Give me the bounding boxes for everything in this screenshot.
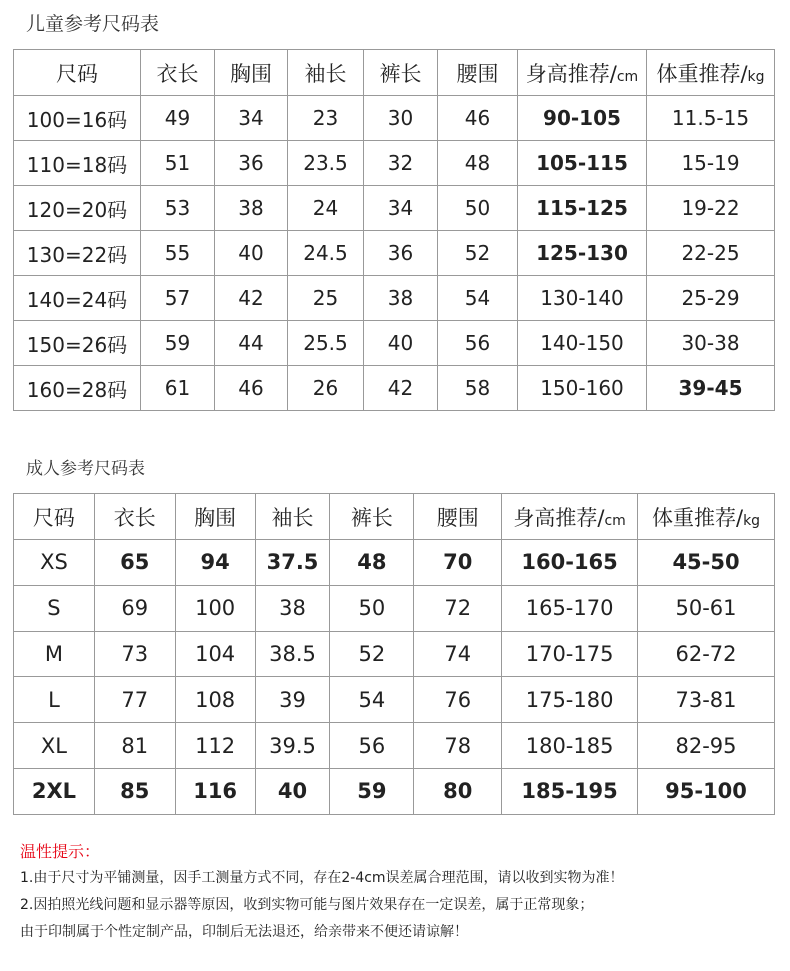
table-row: [14, 768, 775, 814]
table-cell: 23: [288, 96, 364, 141]
table-cell: XL: [14, 723, 95, 769]
table-cell: 26: [288, 366, 364, 411]
header-label: 尺码: [56, 61, 98, 86]
table-cell: 52: [438, 231, 518, 276]
table-cell: 81: [94, 723, 175, 769]
table-cell: 130=22码: [14, 231, 141, 276]
header-label: 衣长: [156, 61, 199, 86]
table-cell: 130-140: [518, 276, 647, 321]
table-cell: 82-95: [638, 723, 775, 769]
table-row: [14, 540, 775, 586]
table-cell: 94: [175, 540, 255, 586]
table-cell: 54: [438, 276, 518, 321]
table-row: [14, 141, 775, 186]
table-cell: 73: [94, 631, 175, 677]
table-cell: 30-38: [647, 321, 775, 366]
table-cell: 40: [364, 321, 438, 366]
table-cell: 53: [141, 186, 215, 231]
header-label: 腰围: [436, 505, 479, 530]
table-row: [14, 631, 775, 677]
table-cell: 32: [364, 141, 438, 186]
table-cell: 55: [141, 231, 215, 276]
table-cell: 140-150: [518, 321, 647, 366]
kids-size-chart-title: 儿童参考尺码表: [26, 13, 160, 35]
table-cell: 59: [141, 321, 215, 366]
table-cell: 25.5: [288, 321, 364, 366]
table-cell: 45-50: [638, 540, 775, 586]
header-label: 袖长: [304, 61, 347, 86]
table-cell: 25-29: [647, 276, 775, 321]
table-cell: 51: [141, 141, 215, 186]
table-cell: 39.5: [255, 723, 330, 769]
table-cell: 23.5: [288, 141, 364, 186]
header-label: 胸围: [194, 505, 237, 530]
table-cell: 80: [414, 768, 502, 814]
table-cell: XS: [14, 540, 95, 586]
table-row: [14, 366, 775, 411]
header-cell: [215, 50, 288, 96]
table-cell: 58: [438, 366, 518, 411]
table-cell: 40: [255, 768, 330, 814]
header-cell: [438, 50, 518, 96]
table-cell: 95-100: [638, 768, 775, 814]
table-cell: 185-195: [502, 768, 638, 814]
table-cell: 25: [288, 276, 364, 321]
tips-section: [20, 838, 624, 946]
header-label: 袖长: [271, 505, 314, 530]
header-cell: [414, 494, 502, 540]
table-cell: S: [14, 585, 95, 631]
header-label: 体重推荐/: [651, 505, 744, 530]
table-row: [14, 231, 775, 276]
tip-line-1: 1.由于尺寸为平铺测量，因手工测量方式不同，存在2-4cm误差属合理范围，请以收到实物为准！: [20, 870, 624, 886]
header-label: 尺码: [32, 505, 75, 530]
table-cell: 24: [288, 186, 364, 231]
table-cell: 15-19: [647, 141, 775, 186]
table-cell: 24.5: [288, 231, 364, 276]
header-cell: [518, 50, 647, 96]
table-cell: 170-175: [502, 631, 638, 677]
table-row: [14, 186, 775, 231]
header-label: 身高推荐/: [513, 505, 605, 530]
table-cell: 36: [364, 231, 438, 276]
table-cell: 85: [94, 768, 175, 814]
table-cell: 56: [438, 321, 518, 366]
table-cell: 30: [364, 96, 438, 141]
table-cell: 19-22: [647, 186, 775, 231]
table-cell: 49: [141, 96, 215, 141]
table-cell: 42: [215, 276, 288, 321]
header-cell: [288, 50, 364, 96]
table-cell: 39: [255, 677, 330, 723]
kids-size-table: [13, 49, 775, 411]
header-cell: [647, 50, 775, 96]
table-cell: 125-130: [518, 231, 647, 276]
table-cell: 44: [215, 321, 288, 366]
table-cell: 2XL: [14, 768, 95, 814]
table-cell: 110=18码: [14, 141, 141, 186]
table-header-row: [14, 494, 775, 540]
table-row: [14, 96, 775, 141]
table-cell: 140=24码: [14, 276, 141, 321]
table-cell: 160=28码: [14, 366, 141, 411]
table-row: [14, 321, 775, 366]
table-cell: 11.5-15: [647, 96, 775, 141]
table-cell: 105-115: [518, 141, 647, 186]
weight-unit: kg: [743, 512, 761, 529]
table-cell: 56: [330, 723, 414, 769]
table-cell: 39-45: [647, 366, 775, 411]
header-cell: [255, 494, 330, 540]
table-cell: 77: [94, 677, 175, 723]
table-cell: L: [14, 677, 95, 723]
weight-unit: kg: [747, 68, 765, 85]
table-cell: 46: [438, 96, 518, 141]
table-cell: 34: [215, 96, 288, 141]
table-cell: 76: [414, 677, 502, 723]
table-cell: 22-25: [647, 231, 775, 276]
header-label: 体重推荐/: [656, 61, 748, 86]
table-cell: 108: [175, 677, 255, 723]
table-cell: 62-72: [638, 631, 775, 677]
header-label: 腰围: [456, 61, 499, 86]
table-cell: 38: [255, 585, 330, 631]
table-cell: 69: [94, 585, 175, 631]
table-cell: 38.5: [255, 631, 330, 677]
table-cell: 38: [215, 186, 288, 231]
header-cell: [175, 494, 255, 540]
header-cell: [14, 50, 141, 96]
table-cell: 175-180: [502, 677, 638, 723]
table-cell: 61: [141, 366, 215, 411]
table-header-row: [14, 50, 775, 96]
header-cell: [14, 494, 95, 540]
table-cell: 40: [215, 231, 288, 276]
tip-line-3: 由于印制属于个性定制产品，印制后无法退还，给亲带来不便还请谅解！: [20, 924, 468, 940]
table-cell: 74: [414, 631, 502, 677]
header-cell: [502, 494, 638, 540]
table-cell: 50: [438, 186, 518, 231]
table-cell: 90-105: [518, 96, 647, 141]
height-unit: cm: [604, 512, 626, 529]
header-cell: [94, 494, 175, 540]
table-row: [14, 677, 775, 723]
table-cell: 104: [175, 631, 255, 677]
table-cell: 50-61: [638, 585, 775, 631]
table-cell: 120=20码: [14, 186, 141, 231]
table-cell: 100=16码: [14, 96, 141, 141]
tip-line-2: 2.因拍照光线问题和显示器等原因，收到实物可能与图片效果存在一定误差，属于正常现象；: [20, 897, 594, 913]
table-cell: 100: [175, 585, 255, 631]
table-cell: 37.5: [255, 540, 330, 586]
header-label: 胸围: [230, 61, 272, 86]
table-cell: 78: [414, 723, 502, 769]
table-cell: 50: [330, 585, 414, 631]
table-cell: 38: [364, 276, 438, 321]
table-cell: 46: [215, 366, 288, 411]
table-cell: 59: [330, 768, 414, 814]
table-cell: 112: [175, 723, 255, 769]
table-cell: 65: [94, 540, 175, 586]
header-cell: [364, 50, 438, 96]
table-cell: 115-125: [518, 186, 647, 231]
table-row: [14, 585, 775, 631]
header-label: 身高推荐/: [525, 61, 617, 86]
table-cell: 150=26码: [14, 321, 141, 366]
header-label: 裤长: [379, 61, 422, 86]
table-cell: 116: [175, 768, 255, 814]
table-cell: 180-185: [502, 723, 638, 769]
table-cell: 70: [414, 540, 502, 586]
header-label: 衣长: [113, 505, 156, 530]
adult-size-table: [13, 493, 775, 815]
table-cell: 160-165: [502, 540, 638, 586]
tips-title: 温性提示：: [20, 842, 101, 861]
table-cell: 165-170: [502, 585, 638, 631]
height-unit: cm: [616, 68, 639, 85]
table-cell: 48: [330, 540, 414, 586]
table-cell: 42: [364, 366, 438, 411]
table-row: [14, 723, 775, 769]
table-cell: 34: [364, 186, 438, 231]
table-cell: 150-160: [518, 366, 647, 411]
header-cell: [330, 494, 414, 540]
table-cell: 57: [141, 276, 215, 321]
table-cell: 72: [414, 585, 502, 631]
header-cell: [141, 50, 215, 96]
table-cell: 54: [330, 677, 414, 723]
adult-size-chart-title: 成人参考尺码表: [26, 459, 145, 479]
table-cell: 52: [330, 631, 414, 677]
table-cell: 73-81: [638, 677, 775, 723]
table-row: [14, 276, 775, 321]
table-cell: M: [14, 631, 95, 677]
header-label: 裤长: [350, 505, 393, 530]
header-cell: [638, 494, 775, 540]
table-cell: 48: [438, 141, 518, 186]
table-cell: 36: [215, 141, 288, 186]
